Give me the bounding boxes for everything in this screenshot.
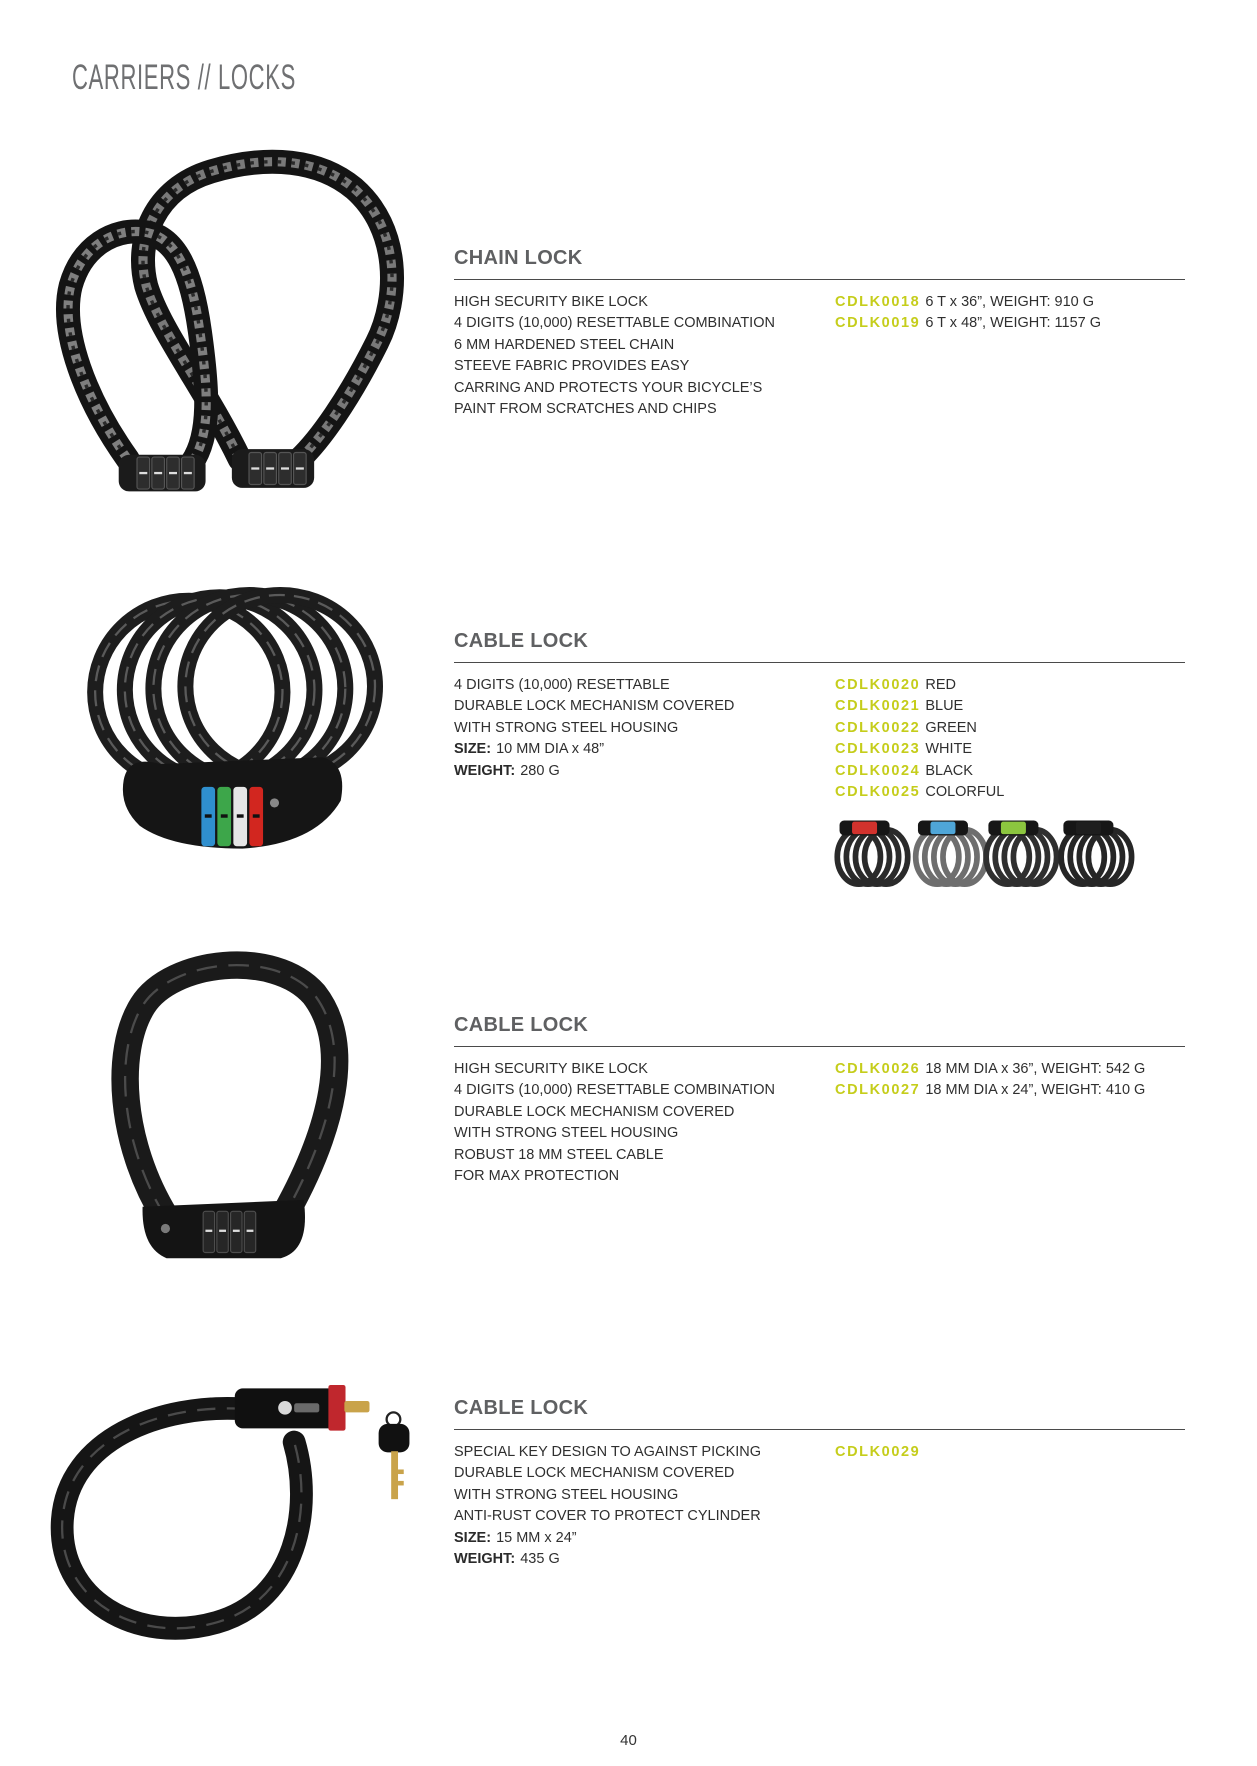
variant-row [835,718,1185,739]
product-spec: RED [925,677,956,693]
section-title: CABLE LOCK [454,1014,589,1036]
variant-list [835,292,1185,335]
product-section-chain-lock [454,246,1185,432]
lock-cylinder [235,1385,370,1431]
variant-row [835,739,1185,760]
coil-lock-body [123,757,342,848]
variant-list [835,1442,1185,1463]
feature-line: 4 DIGITS (10,000) RESETTABLE COMBINATION [454,315,775,332]
section-title: CHAIN LOCK [454,247,583,269]
feature-list [454,1442,834,1570]
variant-row [835,1059,1185,1080]
product-section-loop-cable-lock [454,1013,1185,1199]
key-lock-cable [62,1408,301,1628]
feature-line: WITH STRONG STEEL HOUSING [454,719,679,736]
coil-cable-lock-product-image [86,589,383,858]
thumbnail-color-band [1001,822,1026,835]
feature-text: 280 G [520,762,560,779]
color-variant-thumbnails [832,816,1138,891]
section-divider [454,1429,1185,1430]
feature-label: WEIGHT: [454,762,516,779]
product-code: CDLK0024 [835,762,921,779]
variant-row [835,292,1185,313]
product-spec: 18 MM DIA x 24”, WEIGHT: 410 G [925,1082,1146,1099]
variant-list [835,1059,1185,1102]
chain-lock-body-front [119,455,206,492]
loop-lock-body [143,1200,305,1258]
feature-line: 4 DIGITS (10,000) RESETTABLE COMBINATION [454,1082,775,1099]
feature-line: WITH STRONG STEEL HOUSING [454,1486,679,1503]
product-spec: 6 T x 36”, WEIGHT: 910 G [925,294,1095,310]
variant-row [835,313,1185,334]
section-body [454,292,1185,432]
product-spec: 18 MM DIA x 36”, WEIGHT: 542 G [925,1061,1146,1077]
feature-label: SIZE: [454,1529,492,1546]
feature-text: 10 MM DIA x 48” [496,741,605,758]
feature-text: 435 G [520,1550,560,1567]
feature-line: ROBUST 18 MM STEEL CABLE [454,1146,664,1163]
section-body [454,675,1185,815]
section-divider [454,279,1185,280]
product-code: CDLK0020 [835,677,921,693]
product-spec: BLUE [925,698,964,715]
variant-row [835,782,1185,803]
feature-line: FOR MAX PROTECTION [454,1167,620,1184]
section-divider [454,1046,1185,1047]
product-spec: WHITE [925,741,973,758]
variant-list [835,675,1185,803]
feature-line: DURABLE LOCK MECHANISM COVERED [454,1465,735,1482]
product-code: CDLK0022 [835,719,921,736]
feature-line [454,761,834,782]
page-number: 40 [620,1732,637,1749]
feature-line [454,1528,834,1549]
section-body [454,1059,1185,1199]
variant-row [835,1442,1185,1463]
product-section-coil-cable-lock [454,629,1185,815]
product-spec: BLACK [925,762,973,779]
feature-line: CARRING AND PROTECTS YOUR BICYCLE’S [454,379,763,396]
feature-line [454,739,834,760]
feature-line: DURABLE LOCK MECHANISM COVERED [454,698,735,715]
loop-cable [125,965,335,1217]
product-code: CDLK0027 [835,1082,921,1099]
feature-label: SIZE: [454,741,492,758]
color-variant-thumbnail [1061,821,1131,885]
chain-loop-back [143,162,392,460]
color-variant-thumbnail [916,821,986,885]
thumbnail-color-band [930,822,955,835]
color-variant-thumbnail [837,821,907,885]
product-spec: GREEN [925,719,977,736]
key-icon [379,1412,410,1499]
product-code: CDLK0021 [835,698,921,715]
coil-cable [95,595,375,783]
feature-line: 6 MM HARDENED STEEL CHAIN [454,336,675,353]
feature-label: WEIGHT: [454,1550,516,1567]
variant-row [835,761,1185,782]
key-cable-lock-product-image [51,1377,422,1651]
section-title: CABLE LOCK [454,1397,589,1419]
chain-lock-body-back [232,449,314,488]
feature-line: SPECIAL KEY DESIGN TO AGAINST PICKING [454,1444,762,1460]
product-spec: COLORFUL [925,783,1005,800]
feature-list [454,675,834,782]
product-spec: 6 T x 48”, WEIGHT: 1157 G [925,315,1102,332]
section-title: CABLE LOCK [454,630,589,652]
variant-row [835,696,1185,717]
chain-lock-product-image [57,154,417,503]
thumbnail-color-band [852,822,877,835]
feature-line: ANTI-RUST COVER TO PROTECT CYLINDER [454,1508,761,1525]
product-code: CDLK0025 [835,783,921,800]
product-code: CDLK0019 [835,315,921,332]
feature-line: DURABLE LOCK MECHANISM COVERED [454,1103,735,1120]
loop-cable-lock-product-image [114,954,354,1263]
feature-line: HIGH SECURITY BIKE LOCK [454,294,648,310]
color-variant-thumbnail [986,821,1056,885]
feature-line: PAINT FROM SCRATCHES AND CHIPS [454,400,717,417]
variant-row [835,1080,1185,1101]
feature-line: 4 DIGITS (10,000) RESETTABLE [454,677,670,693]
variant-row [835,675,1185,696]
page-header-title: CARRIERS // LOCKS [72,58,296,97]
feature-line: WITH STRONG STEEL HOUSING [454,1125,679,1142]
feature-line: STEEVE FABRIC PROVIDES EASY [454,358,690,375]
product-code: CDLK0023 [835,741,921,758]
product-code: CDLK0018 [835,294,921,310]
product-code: CDLK0029 [835,1444,921,1460]
feature-line: HIGH SECURITY BIKE LOCK [454,1061,648,1077]
thumbnail-color-band [1076,822,1101,835]
feature-list [454,1059,834,1187]
section-divider [454,662,1185,663]
feature-line [454,1549,834,1570]
section-body [454,1442,1185,1582]
feature-list [454,292,834,420]
feature-text: 15 MM x 24” [496,1529,577,1546]
product-code: CDLK0026 [835,1061,921,1077]
product-section-key-cable-lock [454,1396,1185,1582]
